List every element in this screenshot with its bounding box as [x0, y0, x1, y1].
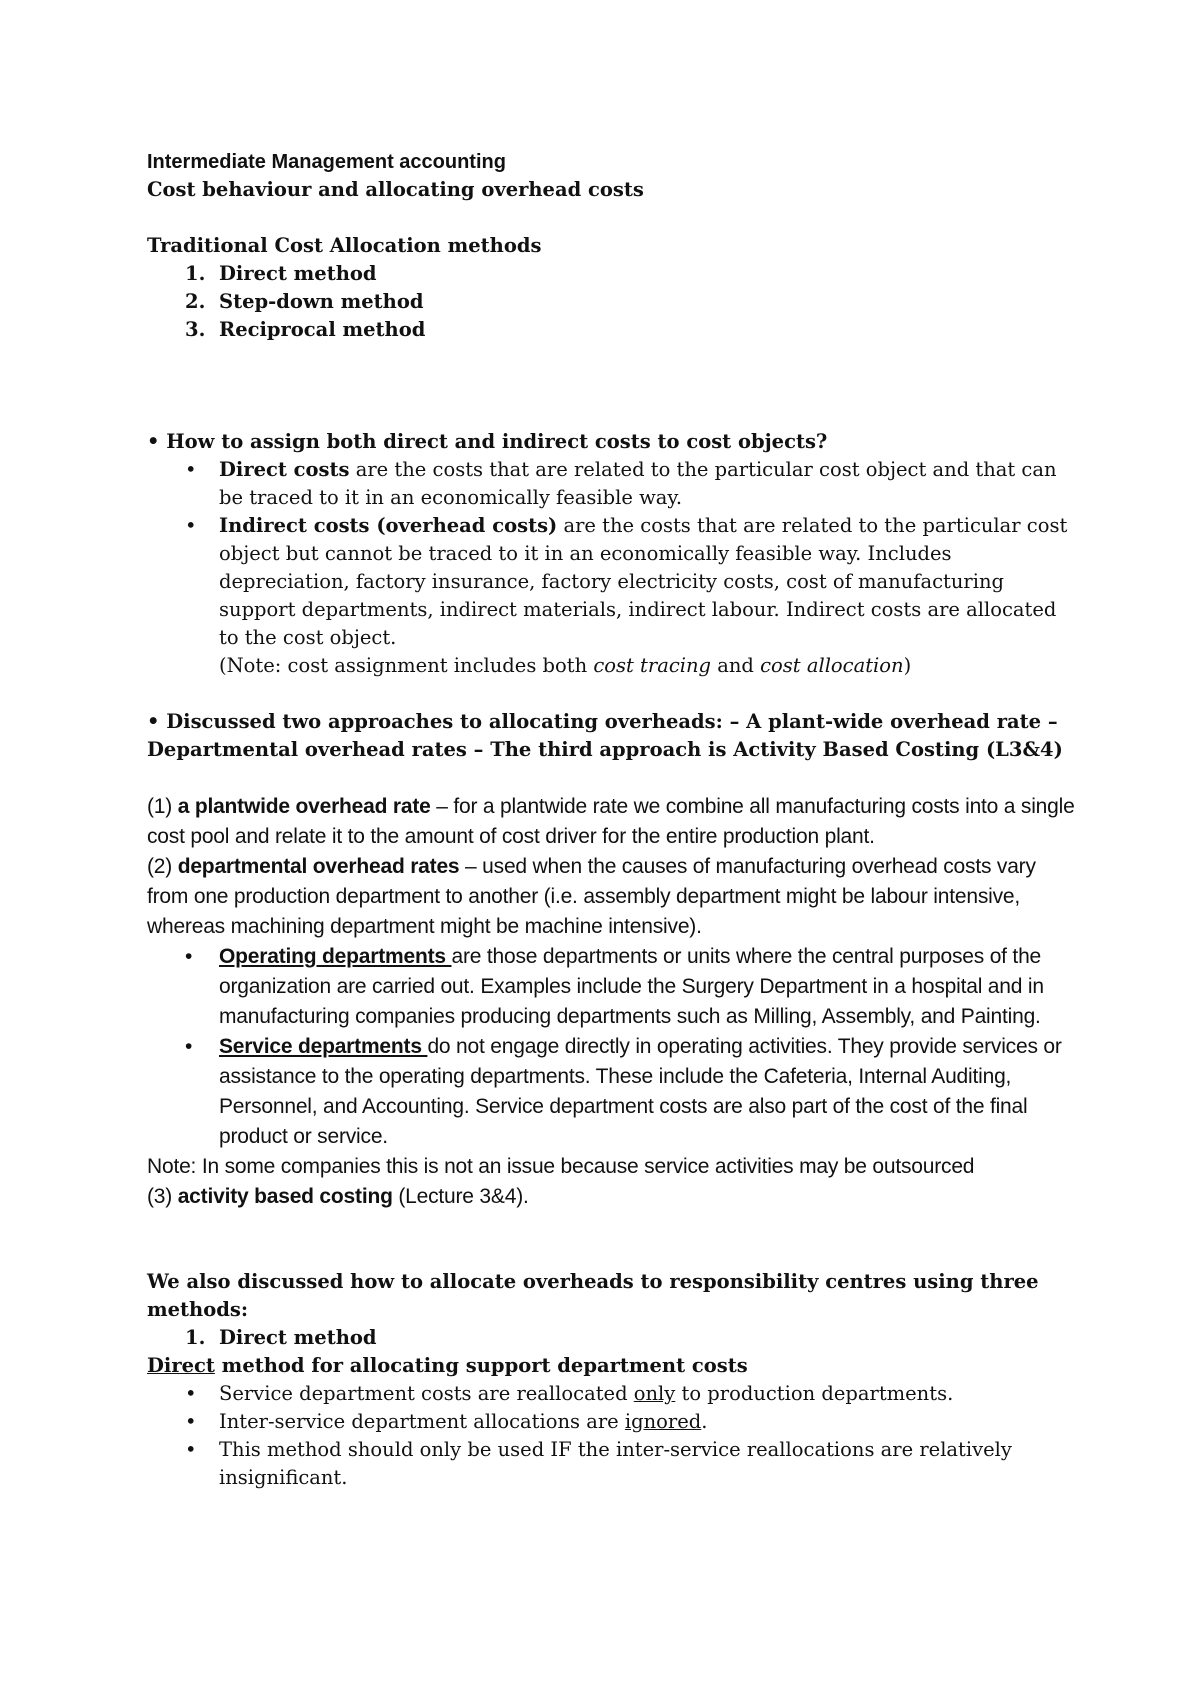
- assign-question: • How to assign both direct and indirect costs to cost objects?: [147, 430, 828, 453]
- abc-paragraph: (3) activity based costing (Lecture 3&4).: [147, 1185, 529, 1208]
- responsibility-methods-list: [147, 1324, 1077, 1352]
- document-page: [147, 148, 1077, 1492]
- bullet-icon: •: [185, 514, 197, 537]
- list-item: 3. Reciprocal method: [185, 318, 426, 341]
- list-item: • Service departments do not engage directly in operating activities. They provide services or assistance to the operating departments. These include the Cafeteria, Internal Auditing, Personnel, and Accounting. Service department costs are also part of the cost of the final product or service.: [219, 1032, 1077, 1152]
- service-departments-term: Service departments: [219, 1035, 428, 1058]
- bullet-icon: •: [185, 458, 197, 481]
- direct-method-subheading: Direct method for allocating support department costs: [147, 1354, 748, 1377]
- department-types-list: [147, 942, 1077, 1152]
- bullet-icon: •: [185, 1410, 197, 1433]
- direct-costs-term: Direct costs: [219, 458, 350, 481]
- methods-section: [147, 792, 1077, 1212]
- list-item: [185, 456, 1077, 512]
- operating-departments-term: Operating departments: [219, 945, 452, 968]
- cost-assignment-note: (Note: cost assignment includes both cost tracing and cost allocation): [219, 654, 912, 677]
- traditional-methods-list: [147, 260, 1077, 344]
- indirect-costs-text: are the costs that are related to the particular cost object but cannot be traced to it in an economically feasible way. Includes depreciation, factory insurance, factory electricity costs, cost of manufacturing support departments, indirect materials, indirect labour. Indirect costs are allocated to the cost object.: [219, 514, 1068, 649]
- direct-method-bullets: [147, 1380, 1077, 1492]
- list-item: • Operating departments are those departments or units where the central purposes of the organization are carried out. Examples include the Surgery Department in a hospital and in manufacturing companies producing departments such as Milling, Assembly, and Painting.: [219, 942, 1077, 1032]
- bullet-icon: •: [185, 1438, 197, 1461]
- cost-types-list: [147, 456, 1077, 680]
- indirect-costs-term: Indirect costs (overhead costs): [219, 514, 558, 537]
- list-item: • Inter-service department allocations are ignored.: [219, 1408, 1077, 1436]
- bullet-icon: •: [185, 1035, 193, 1058]
- list-item: • This method should only be used IF the inter-service reallocations are relatively insignificant.: [185, 1438, 1012, 1489]
- list-item: • Service department costs are reallocated only to production departments.: [219, 1380, 1077, 1408]
- direct-costs-text: are the costs that are related to the particular cost object and that can be traced to it in an economically feasible way.: [219, 458, 1057, 509]
- traditional-heading: Traditional Cost Allocation methods: [147, 234, 542, 257]
- bullet-icon: •: [185, 945, 193, 968]
- list-item: 1. Direct method: [185, 262, 377, 285]
- approaches-paragraph: • Discussed two approaches to allocating overheads: – A plant-wide overhead rate – Departmental overhead rates – The third approach is Activity Based Costing (L3&4): [147, 710, 1063, 761]
- list-item: [185, 512, 1077, 680]
- bullet-icon: •: [185, 1382, 197, 1405]
- responsibility-heading: We also discussed how to allocate overheads to responsibility centres using three methods:: [147, 1270, 1039, 1321]
- document-title: Intermediate Management accounting: [147, 151, 506, 173]
- list-item: 1. Direct method: [185, 1326, 377, 1349]
- outsourced-note: Note: In some companies this is not an issue because service activities may be outsourced: [147, 1155, 975, 1178]
- departmental-paragraph: (2) departmental overhead rates – used when the causes of manufacturing overhead costs vary from one production department to another (i.e. assembly department might be labour intensive, whereas machining department might be machine intensive).: [147, 855, 1036, 938]
- list-item: 2. Step-down method: [185, 290, 424, 313]
- document-subtitle: Cost behaviour and allocating overhead costs: [147, 178, 644, 201]
- plantwide-paragraph: (1) a plantwide overhead rate – for a plantwide rate we combine all manufacturing costs into a single cost pool and relate it to the amount of cost driver for the entire production plant.: [147, 795, 1075, 848]
